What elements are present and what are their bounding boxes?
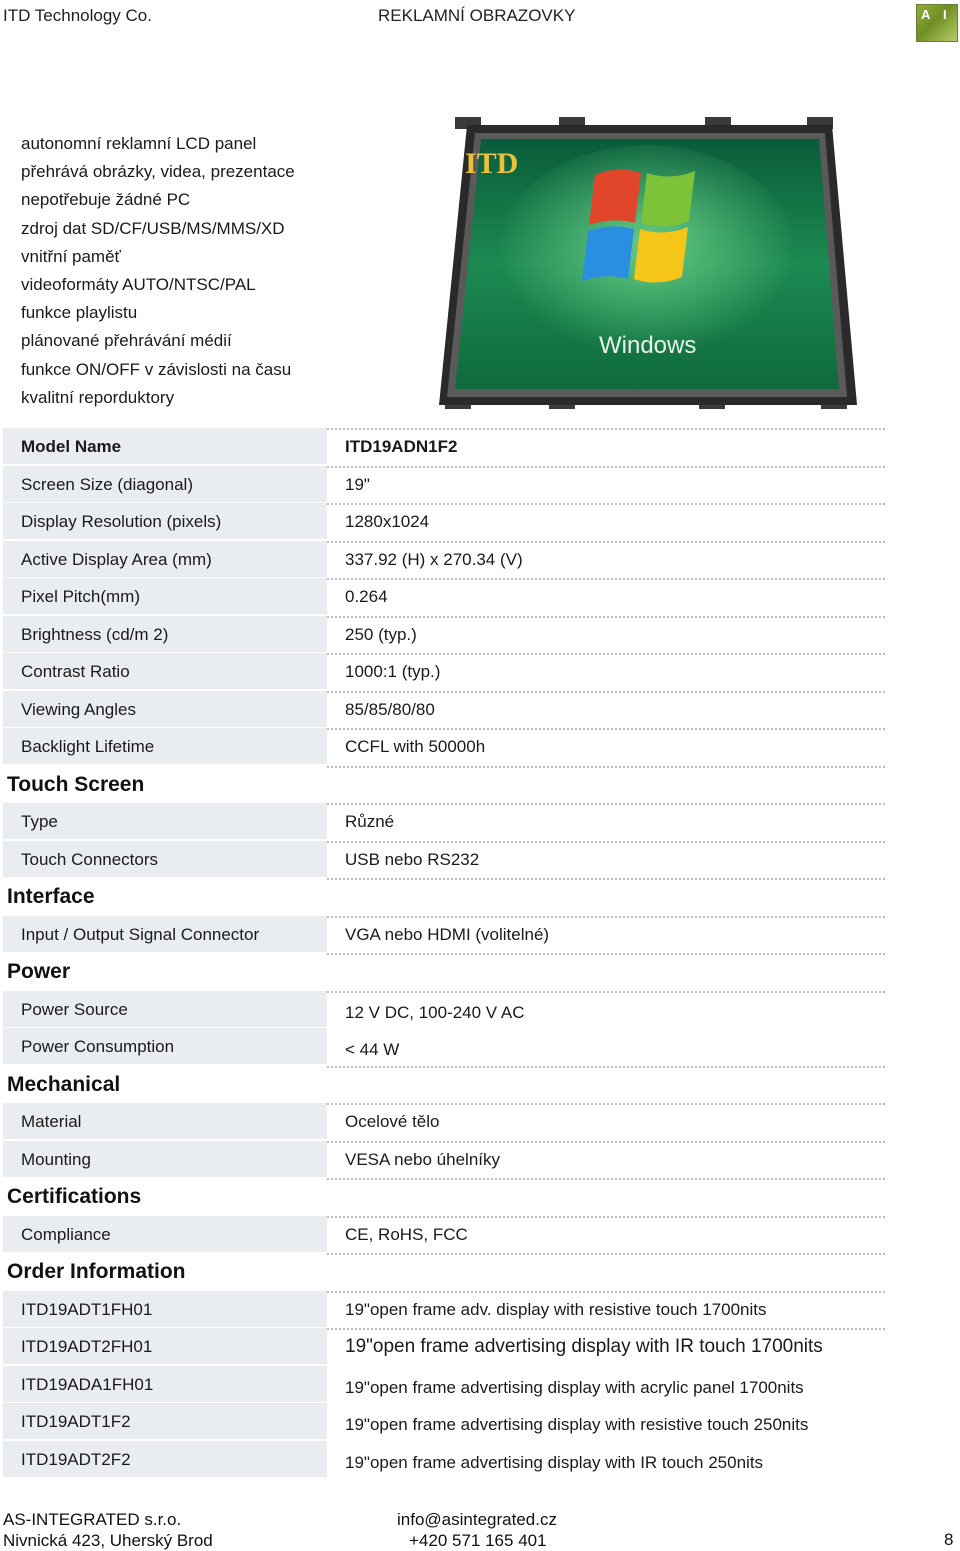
- spec-value: 12 V DC, 100-240 V AC: [345, 1002, 525, 1022]
- spec-value: 1280x1024: [345, 512, 430, 531]
- table-row: [0, 578, 890, 616]
- spec-value: ITD19ADN1F2: [345, 437, 458, 456]
- brand-label: ITD: [465, 147, 519, 180]
- spec-value: 250 (typ.): [345, 624, 417, 644]
- table-row: [0, 428, 890, 466]
- order-description: 19"open frame advertising display with IR touch 250nits: [345, 1452, 764, 1472]
- spec-label: Pixel Pitch(mm): [3, 578, 327, 614]
- spec-value: 85/85/80/80: [345, 699, 435, 719]
- order-code: ITD19ADT2FH01: [3, 1328, 327, 1364]
- order-code: ITD19ADT2F2: [3, 1441, 327, 1477]
- table-row: [0, 991, 890, 1029]
- footer-phone: +420 571 165 401: [409, 1531, 547, 1550]
- table-row: [0, 616, 890, 654]
- logo-letter-i: I: [943, 7, 947, 22]
- spec-label: Display Resolution (pixels): [3, 503, 327, 539]
- spec-value: USB nebo RS232: [345, 849, 480, 869]
- spec-label: Contrast Ratio: [3, 653, 327, 689]
- spec-label: Input / Output Signal Connector: [3, 916, 327, 952]
- feature-item: autonomní reklamní LCD panel: [21, 134, 257, 153]
- table-row: [0, 1028, 890, 1066]
- section-title: Interface: [7, 885, 95, 908]
- spec-value: 19": [345, 474, 370, 494]
- section-title: Touch Screen: [7, 772, 145, 796]
- table-row: [0, 503, 890, 541]
- spec-label: Power Source: [3, 991, 327, 1027]
- company-name: ITD Technology Co.: [3, 6, 152, 25]
- spec-label: Touch Connectors: [3, 841, 327, 877]
- spec-value: 0.264: [345, 587, 388, 606]
- order-description: 19"open frame advertising display with IR touch 1700nits: [345, 1336, 823, 1357]
- spec-value: Ocelové tělo: [345, 1112, 440, 1131]
- spec-value: CCFL with 50000h: [345, 737, 486, 756]
- order-description: 19"open frame adv. display with resistive touch 1700nits: [345, 1299, 767, 1319]
- order-description: 19"open frame advertising display with acrylic panel 1700nits: [345, 1377, 804, 1397]
- spec-label: Compliance: [3, 1216, 327, 1252]
- section-interface: [0, 878, 890, 916]
- feature-item: kvalitní reporduktory: [21, 387, 175, 407]
- table-row: [0, 1403, 890, 1441]
- product-image: [437, 115, 857, 415]
- table-row: [0, 541, 890, 579]
- order-description: 19"open frame advertising display with resistive touch 250nits: [345, 1415, 809, 1434]
- section-touch-screen: [0, 766, 890, 804]
- spec-label: Power Consumption: [3, 1028, 327, 1064]
- section-title: Certifications: [7, 1185, 142, 1208]
- spec-label: Screen Size (diagonal): [3, 466, 327, 502]
- spec-label: Viewing Angles: [3, 691, 327, 727]
- spec-label: Model Name: [3, 428, 327, 464]
- feature-item: nepotřebuje žádné PC: [21, 190, 191, 210]
- feature-item: vnitřní paměť: [21, 246, 121, 266]
- spec-label: Mounting: [3, 1141, 327, 1177]
- table-row: [0, 653, 890, 691]
- spec-label: Active Display Area (mm): [3, 541, 327, 577]
- section-mechanical: [0, 1066, 890, 1104]
- order-code: ITD19ADA1FH01: [3, 1366, 327, 1402]
- table-row: [0, 916, 890, 954]
- document-title: REKLAMNÍ OBRAZOVKY: [378, 6, 576, 25]
- feature-list: [21, 130, 295, 412]
- spec-label: Material: [3, 1103, 327, 1139]
- spec-value: VGA nebo HDMI (volitelné): [345, 924, 550, 944]
- spec-table: [0, 428, 890, 1478]
- spec-value: < 44 W: [345, 1040, 400, 1059]
- section-title: Power: [7, 960, 71, 983]
- spec-label: Brightness (cd/m 2): [3, 616, 327, 652]
- company-logo: [916, 4, 958, 42]
- section-order-information: [0, 1253, 890, 1291]
- spec-value: CE, RoHS, FCC: [345, 1224, 468, 1244]
- table-row: [0, 728, 890, 766]
- table-row: [0, 1216, 890, 1254]
- spec-label: Type: [3, 803, 327, 839]
- spec-value: 1000:1 (typ.): [345, 662, 441, 681]
- order-code: ITD19ADT1FH01: [3, 1291, 327, 1327]
- table-row: [0, 1141, 890, 1179]
- feature-item: videoformáty AUTO/NTSC/PAL: [21, 275, 256, 295]
- table-row: [0, 841, 890, 879]
- spec-label: Backlight Lifetime: [3, 728, 327, 764]
- section-power: [0, 953, 890, 991]
- spec-value: VESA nebo úhelníky: [345, 1149, 501, 1169]
- feature-item: funkce playlistu: [21, 303, 138, 323]
- table-row: [0, 466, 890, 504]
- section-title: Order Information: [7, 1260, 186, 1283]
- spec-value: 337.92 (H) x 270.34 (V): [345, 549, 523, 569]
- table-row: [0, 1291, 890, 1329]
- feature-item: zdroj dat SD/CF/USB/MS/MMS/XD: [21, 218, 285, 238]
- footer-company: AS-INTEGRATED s.r.o.: [3, 1510, 182, 1529]
- screen-label: Windows: [599, 332, 697, 359]
- table-row: [0, 1441, 890, 1479]
- table-row: [0, 1366, 890, 1404]
- spec-value: Různé: [345, 812, 395, 831]
- feature-item: plánované přehrávání médií: [21, 331, 232, 351]
- order-code: ITD19ADT1F2: [3, 1403, 327, 1439]
- logo-letter-a: A: [921, 7, 931, 22]
- section-certifications: [0, 1178, 890, 1216]
- footer-email: info@asintegrated.cz: [397, 1510, 557, 1529]
- feature-item: funkce ON/OFF v závislosti na času: [21, 359, 292, 379]
- feature-item: přehrává obrázky, videa, prezentace: [21, 162, 295, 182]
- table-row: [0, 803, 890, 841]
- section-title: Mechanical: [7, 1072, 121, 1096]
- table-row: [0, 691, 890, 729]
- footer-address: Nivnická 423, Uherský Brod: [3, 1531, 213, 1550]
- table-row: [0, 1103, 890, 1141]
- page-number: 8: [944, 1530, 954, 1549]
- table-row: [0, 1328, 890, 1366]
